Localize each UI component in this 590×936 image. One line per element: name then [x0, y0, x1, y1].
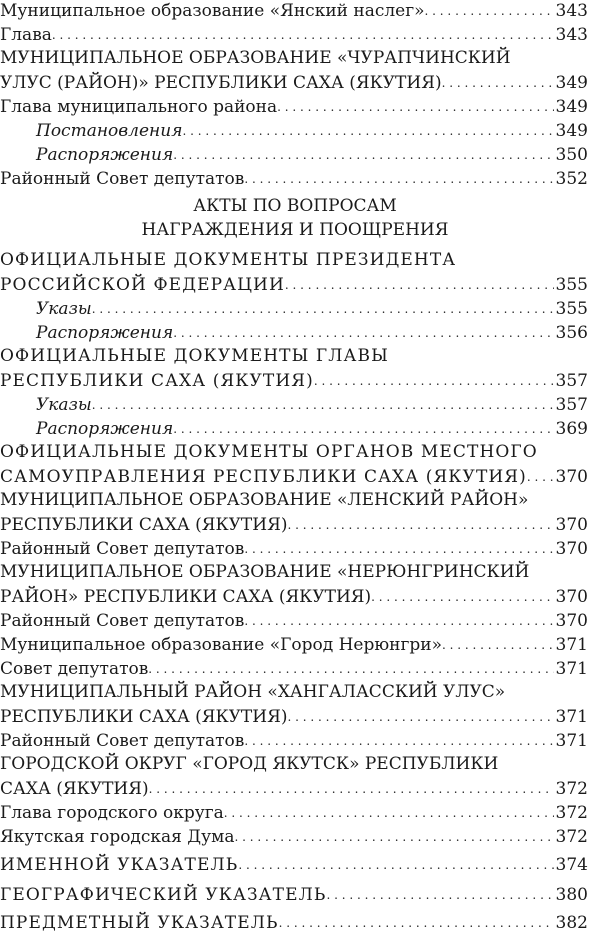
- dot-leader: [173, 320, 553, 345]
- toc-entry-title: РЕСПУБЛИКИ САХА (ЯКУТИЯ): [0, 371, 314, 391]
- toc-entry-page: 372: [555, 827, 588, 847]
- dot-leader: [244, 166, 553, 191]
- toc-entry-page: 374: [555, 855, 588, 875]
- toc-section-title-line: МУНИЦИПАЛЬНОЕ ОБРАЗОВАНИЕ «ЧУРАПЧИНСКИЙ: [0, 48, 511, 68]
- dot-leader: [182, 118, 553, 143]
- toc-entry: [0, 656, 588, 681]
- toc-entry-page: 370: [555, 611, 588, 631]
- toc-section-title-line: ОФИЦИАЛЬНЫЕ ДОКУМЕНТЫ ГЛАВЫ: [0, 346, 389, 366]
- dot-leader: [314, 368, 554, 393]
- section-heading-line-1: АКТЫ ПО ВОПРОСАМ: [193, 196, 397, 216]
- toc-entry-title: Указы: [36, 395, 92, 415]
- dot-leader: [224, 800, 554, 825]
- toc-entry-title: ИМЕННОЙ УКАЗАТЕЛЬ: [0, 855, 239, 875]
- toc-entry-page: 356: [555, 323, 588, 343]
- toc-entry-title: РЕСПУБЛИКИ САХА (ЯКУТИЯ): [0, 707, 288, 727]
- dot-leader: [326, 882, 553, 907]
- toc-entry-page: 372: [555, 779, 588, 799]
- toc-entry-title: Распоряжения: [36, 419, 174, 439]
- toc-entry-page: 370: [555, 467, 588, 487]
- toc-entry-page: 349: [555, 73, 588, 93]
- dot-leader: [287, 512, 553, 537]
- toc-entry-title: Распоряжения: [36, 323, 174, 343]
- toc-entry: [0, 464, 588, 489]
- toc-entry: [0, 728, 588, 753]
- toc-entry-title: Глава муниципального района: [0, 97, 278, 117]
- toc-entry-page: 355: [555, 299, 588, 319]
- toc-entry: [0, 512, 588, 537]
- toc-subentry: [0, 392, 588, 417]
- toc-entry: [0, 776, 588, 801]
- section-heading-line-2: НАГРАЖДЕНИЯ И ПООЩРЕНИЯ: [141, 220, 449, 240]
- dot-leader: [235, 824, 554, 849]
- toc-entry-title: Якутская городская Дума: [0, 827, 235, 847]
- toc-entry-title: РАЙОН» РЕСПУБЛИКИ САХА (ЯКУТИЯ): [0, 587, 372, 607]
- toc-entry-title: Районный Совет депутатов: [0, 539, 245, 559]
- toc-subentry: [0, 320, 588, 345]
- toc-entry-page: 343: [555, 1, 588, 21]
- toc-entry: [0, 824, 588, 849]
- toc-entry-page: 371: [555, 731, 588, 751]
- toc-section-title-line: МУНИЦИПАЛЬНОЕ ОБРАЗОВАНИЕ «ЛЕНСКИЙ РАЙОН»: [0, 490, 529, 510]
- dot-leader: [148, 656, 553, 681]
- toc-entry: [0, 584, 588, 609]
- toc-subentry: [0, 118, 588, 143]
- toc-section-title-line: МУНИЦИПАЛЬНЫЙ РАЙОН «ХАНГАЛАССКИЙ УЛУС»: [0, 682, 506, 702]
- toc-entry-page: 370: [555, 587, 588, 607]
- toc-entry-page: 357: [555, 371, 588, 391]
- dot-leader: [285, 272, 554, 297]
- toc-section-title-line: ГОРОДСКОЙ ОКРУГ «ГОРОД ЯКУТСК» РЕСПУБЛИКИ: [0, 754, 499, 774]
- dot-leader: [425, 0, 554, 23]
- toc-section-title-line: МУНИЦИПАЛЬНОЕ ОБРАЗОВАНИЕ «НЕРЮНГРИНСКИЙ: [0, 562, 530, 582]
- toc-entry-title: РОССИЙСКОЙ ФЕДЕРАЦИИ: [0, 275, 285, 295]
- toc-entry: [0, 852, 588, 877]
- toc-entry: [0, 0, 588, 23]
- toc-entry-page: 352: [555, 169, 588, 189]
- toc-entry: [0, 272, 588, 297]
- toc-entry-page: 343: [555, 25, 588, 45]
- toc-entry-page: 349: [555, 97, 588, 117]
- toc-subentry: [0, 416, 588, 441]
- toc-entry: [0, 910, 588, 935]
- toc-entry: [0, 608, 588, 633]
- toc-entry-title: Районный Совет депутатов: [0, 611, 245, 631]
- toc-entry-title: САМОУПРАВЛЕНИЯ РЕСПУБЛИКИ САХА (ЯКУТИЯ): [0, 467, 527, 487]
- dot-leader: [92, 392, 554, 417]
- toc-entry-title: Постановления: [36, 121, 183, 141]
- toc-entry-page: 349: [555, 121, 588, 141]
- toc-entry: [0, 368, 588, 393]
- dot-leader: [52, 22, 554, 47]
- dot-leader: [238, 852, 553, 877]
- toc-entry: [0, 536, 588, 561]
- dot-leader: [92, 296, 554, 321]
- dot-leader: [173, 142, 553, 167]
- toc-entry-page: 370: [555, 515, 588, 535]
- toc-entry-title: УЛУС (РАЙОН)» РЕСПУБЛИКИ САХА (ЯКУТИЯ): [0, 73, 442, 93]
- toc-entry-title: ГЕОГРАФИЧЕСКИЙ УКАЗАТЕЛЬ: [0, 885, 327, 905]
- toc-entry: [0, 22, 588, 47]
- toc-entry-page: 371: [555, 635, 588, 655]
- toc-entry-page: 380: [555, 885, 588, 905]
- toc-entry-title: Районный Совет депутатов: [0, 169, 245, 189]
- toc-entry: [0, 70, 588, 95]
- toc-entry-title: Совет депутатов: [0, 659, 149, 679]
- dot-leader: [149, 776, 554, 801]
- toc-entry-page: 350: [555, 145, 588, 165]
- dot-leader: [173, 416, 553, 441]
- toc-entry-page: 371: [555, 707, 588, 727]
- dot-leader: [442, 70, 554, 95]
- toc-entry: [0, 704, 588, 729]
- toc-entry-page: 382: [555, 913, 588, 933]
- dot-leader: [244, 608, 553, 633]
- toc-entry-title: Указы: [36, 299, 92, 319]
- dot-leader: [244, 536, 553, 561]
- toc-entry: [0, 882, 588, 907]
- toc-entry: [0, 800, 588, 825]
- toc-entry-title: ПРЕДМЕТНЫЙ УКАЗАТЕЛЬ: [0, 913, 279, 933]
- dot-leader: [244, 728, 553, 753]
- toc-entry: [0, 632, 588, 657]
- toc-entry-title: Муниципальное образование «Город Нерюнгри»: [0, 635, 443, 655]
- toc-entry-page: 371: [555, 659, 588, 679]
- dot-leader: [371, 584, 553, 609]
- toc-entry-title: САХА (ЯКУТИЯ): [0, 779, 149, 799]
- dot-leader: [287, 704, 553, 729]
- toc-entry-title: Распоряжения: [36, 145, 174, 165]
- dot-leader: [277, 94, 553, 119]
- toc-entry-page: 355: [555, 275, 588, 295]
- toc-entry-page: 357: [555, 395, 588, 415]
- toc-entry-title: Глава городского округа: [0, 803, 224, 823]
- toc-entry: [0, 166, 588, 191]
- toc-entry-title: Муниципальное образование «Янский наслег»: [0, 1, 425, 21]
- toc-subentry: [0, 142, 588, 167]
- dot-leader: [527, 464, 554, 489]
- dot-leader: [442, 632, 554, 657]
- toc-entry-title: Глава: [0, 25, 52, 45]
- toc-entry-page: 369: [555, 419, 588, 439]
- toc-subentry: [0, 296, 588, 321]
- toc-entry-title: РЕСПУБЛИКИ САХА (ЯКУТИЯ): [0, 515, 288, 535]
- toc-entry-page: 372: [555, 803, 588, 823]
- toc-entry-title: Районный Совет депутатов: [0, 731, 245, 751]
- toc-entry: [0, 94, 588, 119]
- toc-section-title-line: ОФИЦИАЛЬНЫЕ ДОКУМЕНТЫ ОРГАНОВ МЕСТНОГО: [0, 442, 538, 462]
- dot-leader: [279, 910, 554, 935]
- toc-entry-page: 370: [555, 539, 588, 559]
- toc-section-title-line: ОФИЦИАЛЬНЫЕ ДОКУМЕНТЫ ПРЕЗИДЕНТА: [0, 250, 457, 270]
